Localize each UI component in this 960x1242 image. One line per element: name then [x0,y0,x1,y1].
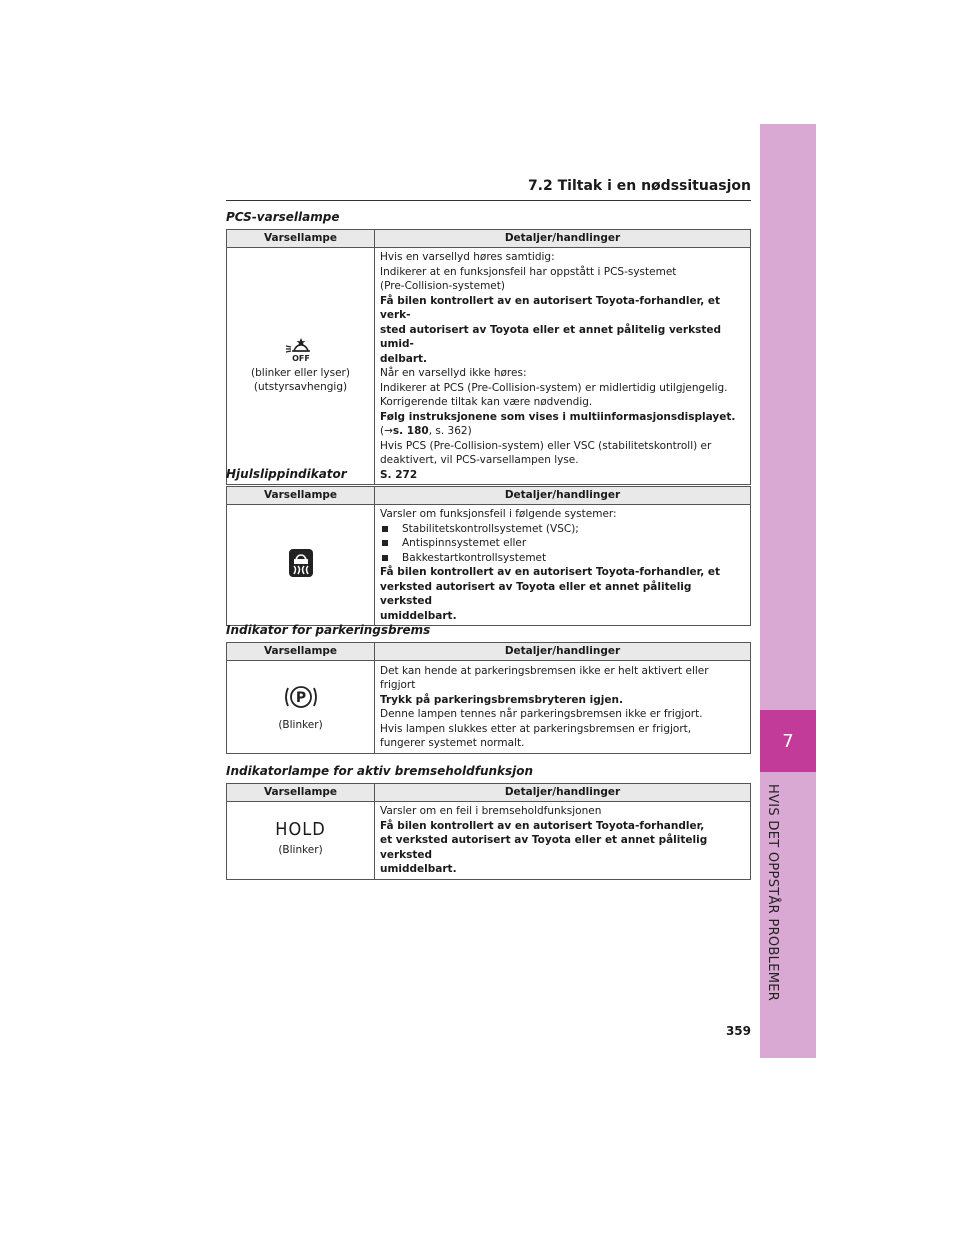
col-header-lamp: Varsellampe [227,487,375,505]
detail-line: Indikerer at PCS (Pre-Collision-system) er midlertidig utilgjengelig. [380,381,728,394]
bullet-item: Bakkestartkontrollsystemet [380,551,745,566]
hold-icon: HOLD [275,818,326,840]
detail-line: Hvis PCS (Pre-Collision-system) eller VSC (stabilitetskontroll) er [380,439,712,452]
lamp-cell [227,802,375,880]
col-header-details: Detaljer/handlinger [375,230,751,248]
detail-action: delbart. [380,352,428,365]
detail-line: (Pre-Collision-systemet) [380,280,505,292]
detail-action: Få bilen kontrollert av en autorisert Toyota-forhandler, et [380,566,721,578]
detail-line: Varsler om en feil i bremseholdfunksjonen [380,805,602,817]
detail-line: Det kan hende at parkeringsbremsen ikke er helt aktivert eller [380,664,709,677]
detail-line: Indikerer at en funksjonsfeil har oppstått i PCS-systemet [380,265,677,278]
lamp-cell [227,661,375,754]
section-title-pcs: PCS-varsellampe [226,210,340,224]
detail-action: umiddelbart. [380,863,457,875]
lamp-note: (blinker eller lyser) [251,366,350,379]
detail-line: Varsler om funksjonsfeil i følgende systemer: [380,508,617,520]
col-header-details: Detaljer/handlinger [375,643,751,661]
table-pcs [226,229,751,485]
pcs-off-label: OFF [291,353,310,362]
lamp-note: (Blinker) [278,718,323,731]
section-title-slip: Hjulslippindikator [226,467,347,481]
details-cell [375,802,751,880]
detail-action: Få bilen kontrollert av en autorisert Toyota-forhandler, et verk- [380,294,721,321]
col-header-lamp: Varsellampe [227,230,375,248]
detail-line: Når en varsellyd ikke høres: [380,367,527,379]
detail-line: Hvis lampen slukkes etter at parkeringsbremsen er frigjort, [380,722,692,735]
table-hold [226,783,751,880]
reference-link[interactable]: s. 180 [392,425,429,437]
chapter-number: 7 [760,710,816,772]
lamp-cell [227,505,375,626]
bullet-icon [382,526,388,532]
bullet-item: Stabilitetskontrollsystemet (VSC); [380,522,745,537]
reference-suffix: , s. 362) [428,425,472,437]
details-cell [375,248,751,485]
page-header: 7.2 Tiltak i en nødssituasjon [226,178,751,201]
detail-action: umiddelbart. [380,609,457,622]
detail-action: et verksted autorisert av Toyota eller et annet pålitelig verksted [380,834,708,861]
page-number: 359 [725,1024,751,1038]
detail-line: fungerer systemet normalt. [380,737,525,749]
details-cell [375,661,751,754]
chapter-title: HVIS DET OPPSTÅR PROBLEMER [765,784,780,1002]
lamp-cell [227,248,375,485]
detail-line: Hvis en varsellyd høres samtidig: [380,251,555,263]
col-header-details: Detaljer/handlinger [375,487,751,505]
detail-reference [380,424,745,439]
detail-line: Korrigerende tiltak kan være nødvendig. [380,396,593,408]
detail-action: sted autorisert av Toyota eller et annet pålitelig verksted umid- [380,323,721,350]
detail-action: Trykk på parkeringsbremsbryteren igjen. [380,693,623,706]
detail-line: Denne lampen tennes når parkeringsbremsen ikke er frigjort. [380,708,703,720]
section-title-hold: Indikatorlampe for aktiv bremseholdfunksjon [226,764,534,778]
col-header-lamp: Varsellampe [227,784,375,802]
slip-indicator-icon [288,548,314,578]
table-parking [226,642,751,754]
detail-line: deaktivert, vil PCS-varsellampen lyse. [380,454,579,466]
col-header-lamp: Varsellampe [227,643,375,661]
bullet-icon [382,555,388,561]
section-title-parking: Indikator for parkeringsbrems [226,623,431,637]
reference-link[interactable]: S. 272 [380,468,418,481]
details-cell [375,505,751,626]
chapter-side-tab [760,124,816,1058]
parking-brake-letter: P [295,689,306,706]
bullet-icon [382,540,388,546]
pcs-off-icon [284,338,318,362]
table-slip [226,486,751,626]
detail-action: Følg instruksjonene som vises i multiinformasjonsdisplayet. [380,410,736,423]
lamp-note: (Blinker) [278,844,323,857]
bullet-item: Antispinnsystemet eller [380,536,745,551]
col-header-details: Detaljer/handlinger [375,784,751,802]
detail-action: Få bilen kontrollert av en autorisert Toyota-forhandler, [380,819,705,832]
reference-arrow: (→ [380,425,393,437]
detail-action: verksted autorisert av Toyota eller et annet pålitelig verksted [380,580,692,607]
detail-line: frigjort [380,679,416,691]
lamp-note: (utstyrsavhengig) [253,381,348,393]
parking-brake-icon [283,682,319,712]
